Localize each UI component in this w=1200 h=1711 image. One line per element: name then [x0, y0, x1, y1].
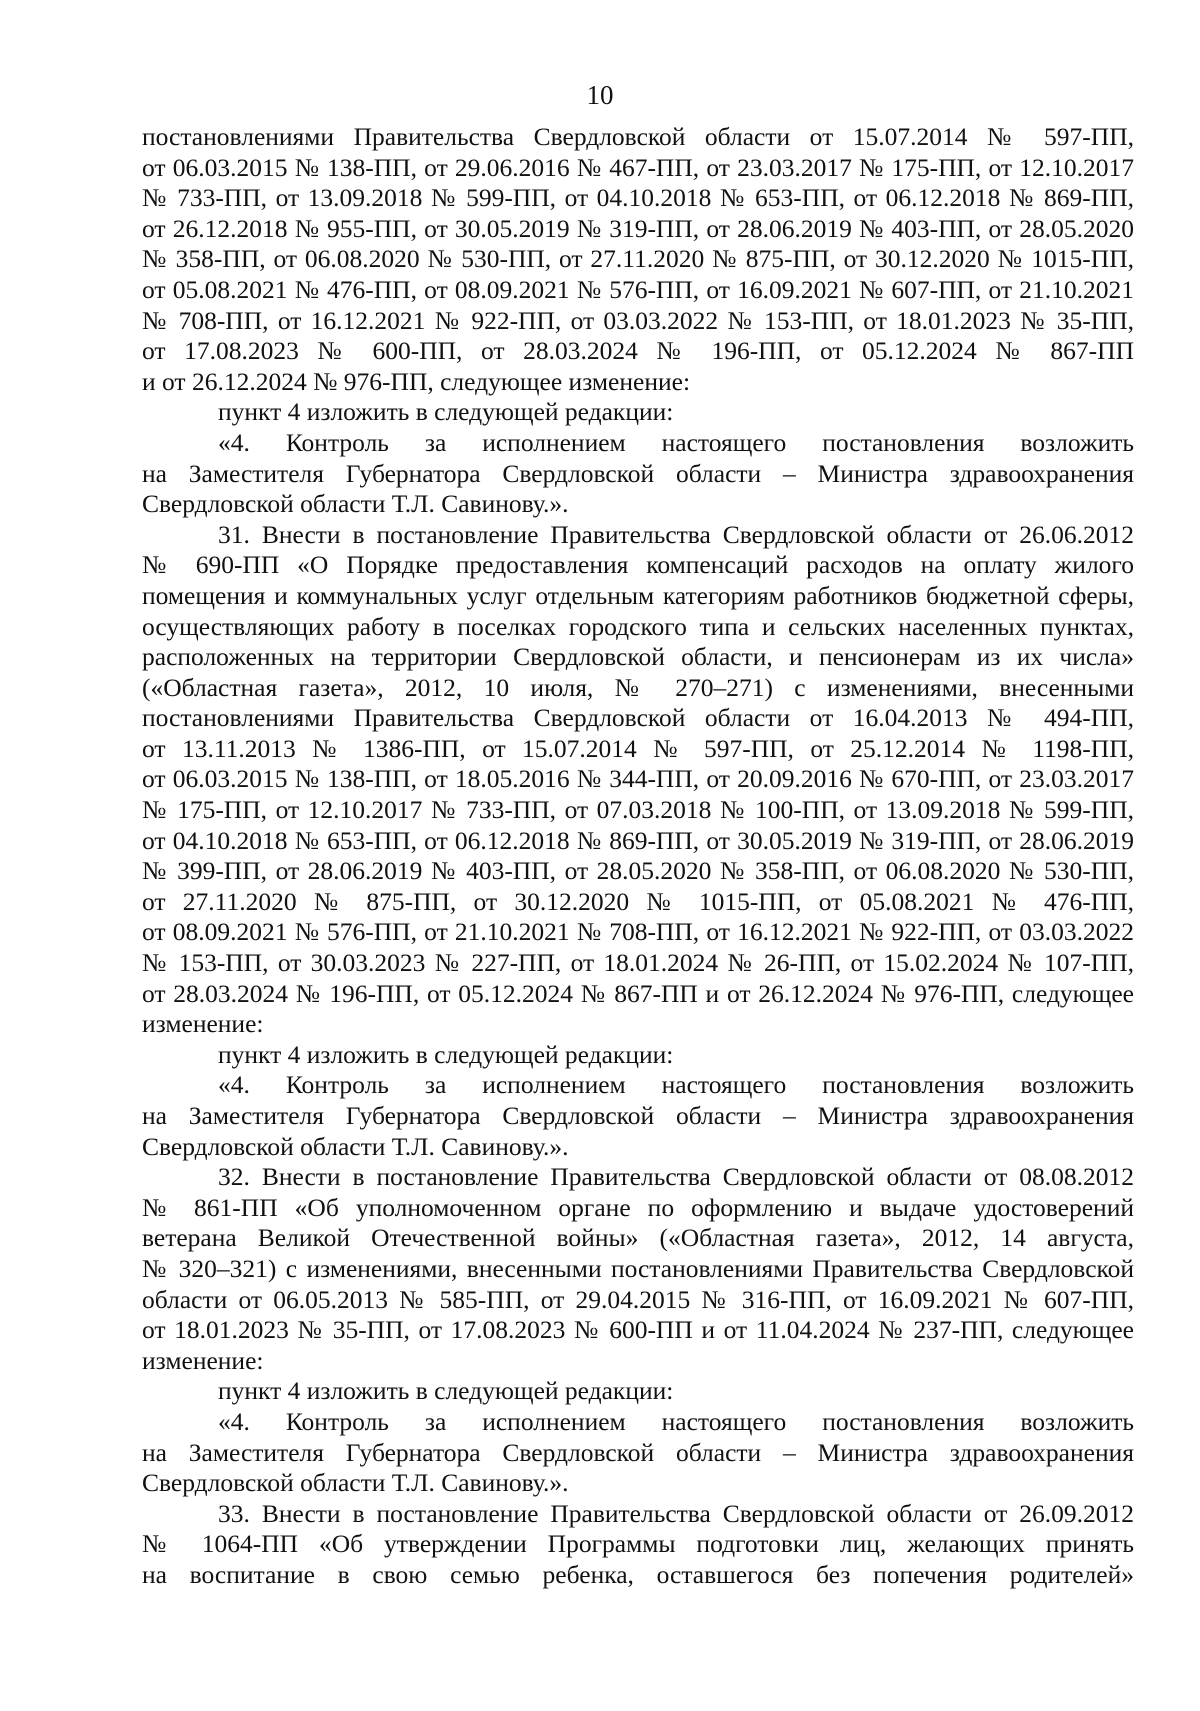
text-line: № 690-ПП «О Порядке предоставления компенсаций расходов на оплату жилого: [142, 550, 1134, 580]
text-line: от 26.12.2018 № 955-ПП, от 30.05.2019 № 319-ПП, от 28.06.2019 № 403-ПП, от 28.05.2020: [142, 213, 1134, 243]
text-line: пункт 4 изложить в следующей редакции:: [218, 1376, 674, 1406]
text-line: Свердловской области Т.Л. Савинову.».: [142, 1468, 569, 1498]
text-line: № 175-ПП, от 12.10.2017 № 733-ПП, от 07.03.2018 № 100-ПП, от 13.09.2018 № 599-ПП,: [142, 795, 1134, 825]
text-line: от 13.11.2013 № 1386-ПП, от 15.07.2014 № 597-ПП, от 25.12.2014 № 1198-ПП,: [142, 733, 1134, 763]
text-line: постановлениями Правительства Свердловской области от 16.04.2013 № 494-ПП,: [142, 703, 1134, 733]
page-number: 10: [586, 80, 614, 110]
text-line: изменение:: [142, 1345, 264, 1375]
text-line: от 18.01.2023 № 35-ПП, от 17.08.2023 № 600-ПП и от 11.04.2024 № 237-ПП, следующее: [142, 1315, 1134, 1345]
text-line: от 04.10.2018 № 653-ПП, от 06.12.2018 № 869-ПП, от 30.05.2019 № 319-ПП, от 28.06.2019: [142, 825, 1134, 855]
document-body: [142, 122, 1134, 1591]
text-line: ветерана Великой Отечественной войны» («Областная газета», 2012, 14 августа,: [142, 1223, 1134, 1253]
text-line: № 733-ПП, от 13.09.2018 № 599-ПП, от 04.10.2018 № 653-ПП, от 06.12.2018 № 869-ПП,: [142, 183, 1134, 213]
text-line: «4. Контроль за исполнением настоящего постановления возложить: [218, 1406, 1134, 1436]
text-line: от 06.03.2015 № 138-ПП, от 29.06.2016 № 467-ПП, от 23.03.2017 № 175-ПП, от 12.10.2017: [142, 152, 1134, 182]
text-line: осуществляющих работу в поселках городского типа и сельских населенных пунктах,: [142, 611, 1134, 641]
text-line: Свердловской области Т.Л. Савинову.».: [142, 1131, 569, 1161]
text-line: от 06.03.2015 № 138-ПП, от 18.05.2016 № 344-ПП, от 20.09.2016 № 670-ПП, от 23.03.2017: [142, 764, 1134, 794]
text-line: № 1064-ПП «Об утверждении Программы подготовки лиц, желающих принять: [142, 1529, 1134, 1559]
text-line: области от 06.05.2013 № 585-ПП, от 29.04.2015 № 316-ПП, от 16.09.2021 № 607-ПП,: [142, 1284, 1134, 1314]
text-line: и от 26.12.2024 № 976-ПП, следующее изменение:: [142, 366, 691, 396]
text-line: № 399-ПП, от 28.06.2019 № 403-ПП, от 28.05.2020 № 358-ПП, от 06.08.2020 № 530-ПП,: [142, 856, 1134, 886]
text-line: от 27.11.2020 № 875-ПП, от 30.12.2020 № 1015-ПП, от 05.08.2021 № 476-ПП,: [142, 886, 1134, 916]
text-line: изменение:: [142, 1009, 264, 1039]
text-line: Свердловской области Т.Л. Савинову.».: [142, 489, 569, 519]
text-line: на Заместителя Губернатора Свердловской области – Министра здравоохранения: [142, 1101, 1134, 1130]
text-line: на Заместителя Губернатора Свердловской области – Министра здравоохранения: [142, 1437, 1134, 1467]
text-line: 31. Внести в постановление Правительства Свердловской области от 26.06.2012: [218, 519, 1134, 549]
text-line: пункт 4 изложить в следующей редакции:: [218, 397, 674, 427]
text-line: на Заместителя Губернатора Свердловской области – Министра здравоохранения: [142, 458, 1134, 488]
text-line: от 17.08.2023 № 600-ПП, от 28.03.2024 № 196-ПП, от 05.12.2024 № 867-ПП: [142, 336, 1134, 366]
text-line: № 708-ПП, от 16.12.2021 № 922-ПП, от 03.03.2022 № 153-ПП, от 18.01.2023 № 35-ПП,: [142, 305, 1134, 335]
text-line: № 358-ПП, от 06.08.2020 № 530-ПП, от 27.11.2020 № 875-ПП, от 30.12.2020 № 1015-ПП,: [142, 244, 1134, 274]
text-line: («Областная газета», 2012, 10 июля, № 270–271) с изменениями, внесенными: [142, 672, 1134, 702]
text-line: 32. Внести в постановление Правительства Свердловской области от 08.08.2012: [218, 1162, 1134, 1192]
text-line: от 08.09.2021 № 576-ПП, от 21.10.2021 № 708-ПП, от 16.12.2021 № 922-ПП, от 03.03.2022: [142, 917, 1134, 947]
text-line: «4. Контроль за исполнением настоящего постановления возложить: [218, 427, 1134, 457]
text-line: от 28.03.2024 № 196-ПП, от 05.12.2024 № 867-ПП и от 26.12.2024 № 976-ПП, следующее: [142, 978, 1134, 1008]
text-line: расположенных на территории Свердловской области, и пенсионерам из их числа»: [142, 642, 1134, 672]
text-line: «4. Контроль за исполнением настоящего постановления возложить: [218, 1070, 1134, 1100]
text-line: помещения и коммунальных услуг отдельным категориям работников бюджетной сферы,: [142, 580, 1134, 610]
text-line: № 320–321) с изменениями, внесенными постановлениями Правительства Свердловской: [142, 1253, 1134, 1283]
text-line: на воспитание в свою семью ребенка, оставшегося без попечения родителей»: [142, 1559, 1134, 1589]
text-line: № 861-ПП «Об уполномоченном органе по оформлению и выдаче удостоверений: [142, 1192, 1134, 1222]
text-line: постановлениями Правительства Свердловской области от 15.07.2014 № 597-ПП,: [142, 122, 1134, 151]
text-line: пункт 4 изложить в следующей редакции:: [218, 1039, 674, 1069]
text-line: 33. Внести в постановление Правительства Свердловской области от 26.09.2012: [218, 1498, 1134, 1528]
text-line: от 05.08.2021 № 476-ПП, от 08.09.2021 № 576-ПП, от 16.09.2021 № 607-ПП, от 21.10.2021: [142, 274, 1134, 304]
text-line: № 153-ПП, от 30.03.2023 № 227-ПП, от 18.01.2024 № 26-ПП, от 15.02.2024 № 107-ПП,: [142, 948, 1134, 978]
